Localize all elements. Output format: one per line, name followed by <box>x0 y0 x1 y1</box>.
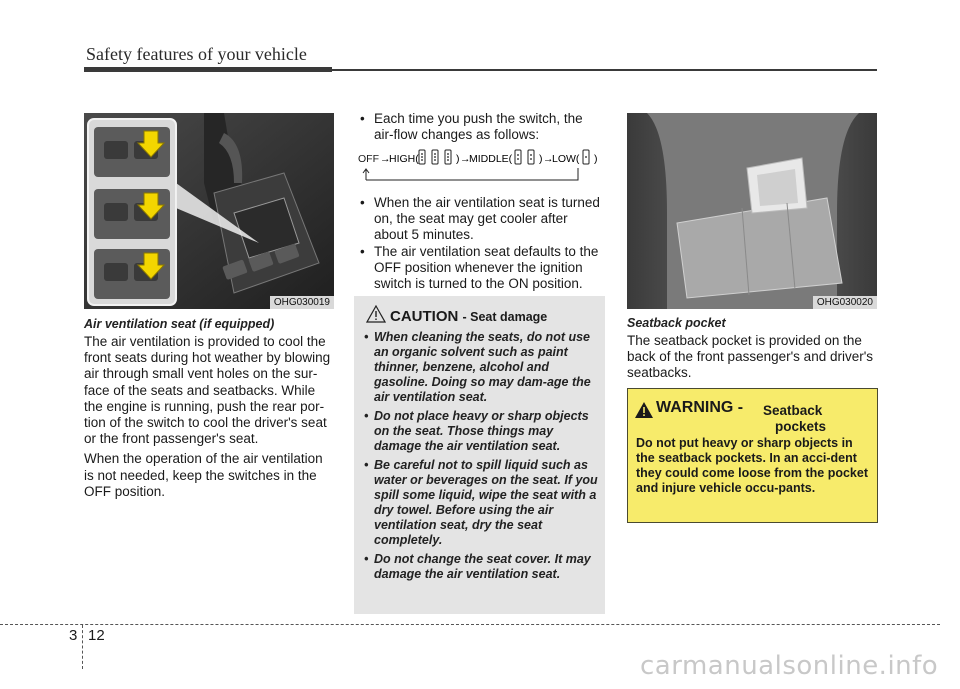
warning-subtitle-line: Seatback <box>763 403 823 418</box>
middle-level-icon <box>515 150 534 164</box>
arrow-icon: → <box>543 153 554 165</box>
caution-item-text: Be careful not to spill liquid such as water or beverages on the seat. If you spill some liquid, wipe the seat with a dry towel. Before using the air ventilation seat, dry the seat completely. <box>374 458 598 547</box>
low-label: LOW( <box>552 153 580 165</box>
seatback-pocket-photo <box>627 113 877 309</box>
low-level-icon <box>583 150 589 164</box>
bullet-text: Each time you push the switch, the air-flow changes as follows: <box>374 111 583 142</box>
bullet-dot: • <box>364 409 369 423</box>
bullet-item <box>356 195 605 242</box>
bullet-dot: • <box>360 195 365 210</box>
seatback-pocket-body: The seatback pocket is provided on the back of the front passenger's and driver's seatbacks. <box>627 333 874 381</box>
bullet-text: The air ventilation seat defaults to the OFF position whenever the ignition switch is turned to the ON position. <box>374 244 599 291</box>
section-title: Safety features of your vehicle <box>86 44 307 64</box>
paragraph: The air ventilation is provided to cool the front seats during hot weather by blowing air through small vent holes on the sur-face of the seats and seatbacks. While the engine is running, push the rear por-tion of the switch to cool the driver's seat or the front passenger's seat. <box>84 334 331 447</box>
caution-item <box>362 330 600 405</box>
caution-item <box>362 552 600 582</box>
page-number: 12 <box>88 627 105 644</box>
warning-triangle-icon <box>634 401 654 419</box>
warning-body: Do not put heavy or sharp objects in the seatback pockets. In an acci-dent they could come loose from the pocket and injure vehicle occu-pants. <box>636 436 868 495</box>
paragraph: When the operation of the air ventilation is not needed, keep the switches in the OFF position. <box>84 451 323 499</box>
airflow-sequence-svg <box>356 148 606 190</box>
bullet-item <box>356 244 605 291</box>
airflow-sequence-diagram <box>356 148 606 190</box>
caution-item-text: Do not change the seat cover. It may damage the air ventilation seat. <box>374 552 591 581</box>
header-rule-thin <box>332 69 877 71</box>
high-label: HIGH( <box>389 153 419 165</box>
close-paren: ) <box>539 153 543 165</box>
footer-divider <box>82 625 83 669</box>
warning-subtitle-line: pockets <box>775 419 827 434</box>
chapter-number: 3 <box>69 627 78 644</box>
console-switch-photo <box>84 113 334 309</box>
footer-rule <box>0 624 940 625</box>
caution-item <box>362 409 600 454</box>
seatback-pocket-subheading: Seatback pocket <box>627 316 726 330</box>
arrow-icon: → <box>460 153 471 165</box>
warning-title: WARNING - <box>656 399 744 416</box>
bullet-dot: • <box>364 458 369 472</box>
header-rule <box>84 67 332 72</box>
image-code-label: OHG030020 <box>813 296 877 309</box>
bullet-text: When the air ventilation seat is turned on, the seat may get cooler after about 5 minutes. <box>374 195 600 242</box>
bullet-dot: • <box>360 111 365 126</box>
air-ventilation-subheading: Air ventilation seat (if equipped) <box>84 317 275 331</box>
caution-subtitle: - Seat damage <box>462 310 548 324</box>
close-paren: ) <box>594 153 598 165</box>
bullet-item <box>356 111 605 143</box>
loop-arrow-icon <box>363 169 369 180</box>
watermark: carmanualsonline.info <box>640 651 939 681</box>
seatback-illustration <box>627 113 877 309</box>
image-code-label: OHG030019 <box>270 296 334 309</box>
switch-bullet-list <box>356 111 605 145</box>
caution-triangle-icon <box>366 305 386 323</box>
caution-label: CAUTION <box>390 308 459 325</box>
caution-item-text: When cleaning the seats, do not use an organic solvent such as paint thinner, benzene, alcohol and gasoline. Doing so may dam-age the air ventilation seat. <box>374 330 591 404</box>
arrow-icon: → <box>380 153 391 165</box>
loop-line <box>366 168 578 180</box>
caution-title <box>390 308 547 325</box>
bullet-dot: • <box>364 330 369 344</box>
caution-item-text: Do not place heavy or sharp objects on the seat. Those things may damage the air ventilation seat. <box>374 409 589 453</box>
high-level-icon <box>419 150 451 164</box>
ventilation-bullet-list <box>356 195 605 294</box>
close-paren: ) <box>456 153 460 165</box>
off-label: OFF <box>358 153 379 165</box>
bullet-dot: • <box>360 244 365 260</box>
console-illustration <box>84 113 334 309</box>
caution-box <box>354 296 605 614</box>
warning-box <box>627 388 878 523</box>
middle-label: MIDDLE( <box>469 153 513 165</box>
caution-item <box>362 458 600 548</box>
warning-subtitle <box>763 403 826 435</box>
bullet-dot: • <box>364 552 369 566</box>
caution-list <box>362 330 600 586</box>
air-ventilation-body <box>84 334 334 504</box>
